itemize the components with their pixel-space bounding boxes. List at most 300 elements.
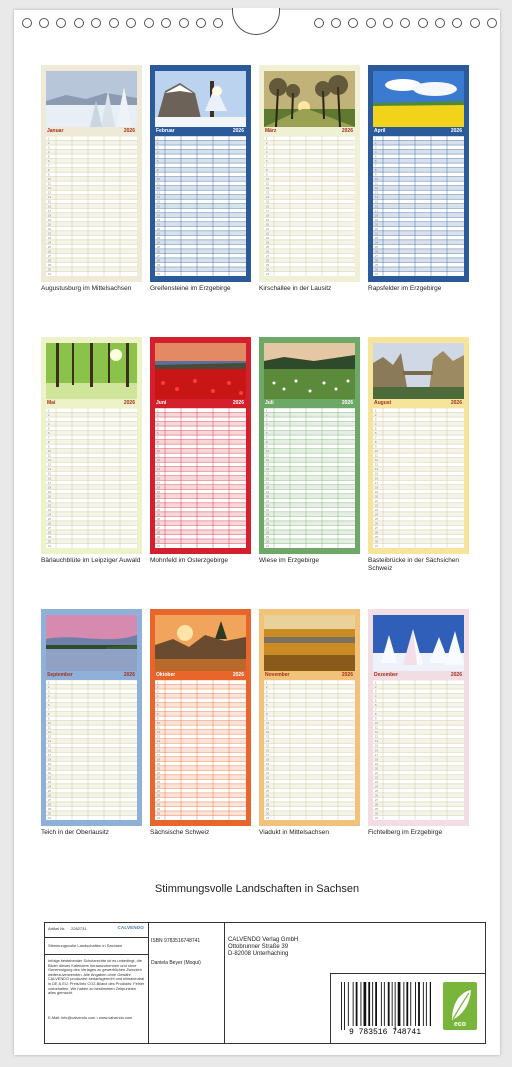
svg-text:14: 14 bbox=[48, 196, 51, 200]
svg-text:29: 29 bbox=[266, 807, 269, 811]
svg-text:16: 16 bbox=[157, 477, 160, 481]
svg-text:20: 20 bbox=[266, 495, 269, 499]
svg-text:1: 1 bbox=[48, 409, 50, 413]
svg-text:22: 22 bbox=[48, 232, 51, 236]
svg-text:24: 24 bbox=[375, 241, 378, 245]
month-header bbox=[46, 672, 137, 679]
svg-text:23: 23 bbox=[266, 780, 269, 784]
svg-text:20: 20 bbox=[157, 495, 160, 499]
svg-text:11: 11 bbox=[157, 726, 160, 730]
svg-text:31: 31 bbox=[266, 545, 269, 548]
month-caption: Wiese im Erzgebirge bbox=[259, 557, 319, 564]
svg-text:4: 4 bbox=[157, 695, 159, 699]
month-november bbox=[259, 609, 360, 826]
svg-text:13: 13 bbox=[157, 463, 160, 467]
binding-ring bbox=[161, 18, 171, 28]
svg-text:14: 14 bbox=[48, 740, 51, 744]
binding-ring bbox=[348, 18, 358, 28]
eco-badge bbox=[443, 982, 477, 1030]
month-photo bbox=[155, 71, 246, 127]
svg-text:1: 1 bbox=[157, 681, 159, 685]
svg-text:5: 5 bbox=[48, 699, 50, 703]
svg-text:3: 3 bbox=[266, 690, 268, 694]
svg-text:14: 14 bbox=[375, 196, 378, 200]
svg-text:15: 15 bbox=[266, 744, 269, 748]
svg-text:25: 25 bbox=[48, 789, 51, 793]
svg-text:25: 25 bbox=[266, 517, 269, 521]
binding-ring bbox=[39, 18, 49, 28]
month-name: August bbox=[374, 400, 392, 406]
svg-text:3: 3 bbox=[157, 418, 159, 422]
svg-text:21: 21 bbox=[48, 499, 51, 503]
svg-text:20: 20 bbox=[157, 223, 160, 227]
svg-text:4: 4 bbox=[266, 695, 268, 699]
svg-text:30: 30 bbox=[266, 540, 269, 544]
svg-text:18: 18 bbox=[375, 486, 378, 490]
svg-text:30: 30 bbox=[266, 268, 269, 272]
svg-text:7: 7 bbox=[48, 164, 50, 168]
isbn-column bbox=[148, 923, 225, 1043]
svg-text:26: 26 bbox=[48, 794, 51, 798]
svg-text:26: 26 bbox=[266, 522, 269, 526]
svg-text:14: 14 bbox=[157, 740, 160, 744]
svg-text:31: 31 bbox=[48, 273, 51, 276]
svg-text:28: 28 bbox=[375, 531, 378, 535]
svg-text:13: 13 bbox=[48, 191, 51, 195]
svg-text:17: 17 bbox=[266, 481, 269, 485]
svg-text:2: 2 bbox=[48, 414, 50, 418]
month-photo bbox=[264, 343, 355, 399]
month-caption: Augustusburg im Mittelsachsen bbox=[41, 285, 132, 292]
svg-text:9: 9 bbox=[48, 445, 50, 449]
svg-text:7: 7 bbox=[266, 436, 268, 440]
svg-text:3: 3 bbox=[266, 146, 268, 150]
svg-text:25: 25 bbox=[157, 517, 160, 521]
svg-text:16: 16 bbox=[266, 477, 269, 481]
svg-text:28: 28 bbox=[157, 803, 160, 807]
svg-text:24: 24 bbox=[157, 241, 160, 245]
svg-text:10: 10 bbox=[266, 178, 269, 182]
svg-text:20: 20 bbox=[266, 767, 269, 771]
svg-text:9: 9 bbox=[157, 445, 159, 449]
svg-text:10: 10 bbox=[48, 178, 51, 182]
svg-text:15: 15 bbox=[266, 200, 269, 204]
svg-text:15: 15 bbox=[375, 472, 378, 476]
svg-text:11: 11 bbox=[266, 454, 269, 458]
svg-text:12: 12 bbox=[48, 187, 51, 191]
svg-text:26: 26 bbox=[157, 522, 160, 526]
svg-text:3: 3 bbox=[48, 690, 50, 694]
svg-text:19: 19 bbox=[157, 218, 160, 222]
svg-text:23: 23 bbox=[157, 236, 160, 240]
svg-text:10: 10 bbox=[266, 450, 269, 454]
svg-text:4: 4 bbox=[157, 151, 159, 155]
product-title: Stimmungsvolle Landschaften in Sachsen bbox=[48, 943, 123, 948]
svg-text:11: 11 bbox=[48, 454, 51, 458]
publisher-name: CALVENDO Verlag GmbH bbox=[228, 937, 299, 943]
planner-grid bbox=[264, 680, 355, 820]
binding-ring bbox=[144, 18, 154, 28]
month-märz bbox=[259, 65, 360, 282]
svg-text:3: 3 bbox=[375, 146, 377, 150]
svg-text:5: 5 bbox=[266, 155, 268, 159]
month-mai bbox=[41, 337, 142, 554]
month-caption: Sächsische Schweiz bbox=[150, 829, 210, 836]
svg-text:25: 25 bbox=[48, 245, 51, 249]
svg-text:19: 19 bbox=[375, 218, 378, 222]
binding-ring bbox=[56, 18, 66, 28]
svg-text:6: 6 bbox=[157, 160, 159, 164]
svg-text:4: 4 bbox=[48, 151, 50, 155]
planner-grid bbox=[46, 136, 137, 276]
svg-text:5: 5 bbox=[157, 699, 159, 703]
svg-text:21: 21 bbox=[266, 227, 269, 231]
svg-text:13: 13 bbox=[157, 735, 160, 739]
svg-text:18: 18 bbox=[266, 486, 269, 490]
svg-text:15: 15 bbox=[157, 472, 160, 476]
svg-text:18: 18 bbox=[157, 486, 160, 490]
svg-text:10: 10 bbox=[157, 450, 160, 454]
month-photo bbox=[155, 615, 246, 671]
svg-text:16: 16 bbox=[375, 749, 378, 753]
svg-text:18: 18 bbox=[266, 758, 269, 762]
svg-text:9: 9 bbox=[157, 173, 159, 177]
svg-text:27: 27 bbox=[48, 254, 51, 258]
svg-text:18: 18 bbox=[157, 214, 160, 218]
svg-text:15: 15 bbox=[157, 744, 160, 748]
svg-text:24: 24 bbox=[48, 785, 51, 789]
hanger-hook bbox=[232, 8, 280, 35]
svg-text:31: 31 bbox=[266, 273, 269, 276]
svg-text:10: 10 bbox=[157, 178, 160, 182]
svg-text:30: 30 bbox=[157, 540, 160, 544]
month-dezember bbox=[368, 609, 469, 826]
svg-text:23: 23 bbox=[375, 780, 378, 784]
month-name: Oktober bbox=[156, 672, 176, 678]
svg-text:26: 26 bbox=[375, 522, 378, 526]
svg-text:16: 16 bbox=[266, 749, 269, 753]
svg-text:5: 5 bbox=[48, 427, 50, 431]
binding-ring bbox=[314, 18, 324, 28]
svg-text:19: 19 bbox=[48, 218, 51, 222]
svg-text:22: 22 bbox=[375, 232, 378, 236]
svg-text:12: 12 bbox=[266, 731, 269, 735]
svg-text:13: 13 bbox=[375, 191, 378, 195]
svg-text:17: 17 bbox=[48, 481, 51, 485]
contact-text: E-Mail: info@calvendo.com • www.calvendo.com bbox=[48, 1015, 133, 1020]
svg-text:28: 28 bbox=[48, 803, 51, 807]
svg-text:15: 15 bbox=[375, 200, 378, 204]
svg-text:7: 7 bbox=[48, 708, 50, 712]
svg-text:12: 12 bbox=[48, 731, 51, 735]
svg-text:5: 5 bbox=[157, 155, 159, 159]
svg-text:9: 9 bbox=[157, 717, 159, 721]
svg-text:27: 27 bbox=[375, 254, 378, 258]
svg-text:30: 30 bbox=[48, 812, 51, 816]
svg-text:30: 30 bbox=[375, 268, 378, 272]
svg-text:26: 26 bbox=[157, 250, 160, 254]
svg-text:24: 24 bbox=[266, 513, 269, 517]
month-name: April bbox=[374, 128, 386, 134]
svg-text:27: 27 bbox=[266, 526, 269, 530]
product-info-column bbox=[45, 923, 149, 1043]
svg-text:12: 12 bbox=[375, 187, 378, 191]
svg-text:19: 19 bbox=[375, 490, 378, 494]
calendar-title: Stimmungsvolle Landschaften in Sachsen bbox=[154, 883, 360, 895]
svg-text:6: 6 bbox=[266, 704, 268, 708]
svg-text:27: 27 bbox=[375, 798, 378, 802]
svg-text:23: 23 bbox=[157, 780, 160, 784]
calendar-page bbox=[14, 10, 500, 1055]
svg-text:11: 11 bbox=[375, 726, 378, 730]
svg-text:16: 16 bbox=[375, 477, 378, 481]
disclaimer-text: Infolge bestehender Schutzrechte ist es unbedingt, die Bilder dieses Kalenders herauszutrennen und ohne Genehmigung des Verlages zu gewerblichen Zwecken weiterzuverwenden. Alle Angaben ohne Gewähr. CALVENDO produziert bedarfsgerecht und klimaneutral in DE & EU. Preis/Info CO2-Bilanz des Produkts: Fehler vorbehalten. Wir haben zu bestimmten Zeitpunkten alles gemacht. bbox=[48, 958, 145, 996]
svg-text:19: 19 bbox=[157, 490, 160, 494]
svg-text:7: 7 bbox=[157, 164, 159, 168]
svg-text:15: 15 bbox=[157, 200, 160, 204]
svg-text:10: 10 bbox=[375, 178, 378, 182]
svg-text:7: 7 bbox=[157, 436, 159, 440]
publisher-column bbox=[224, 923, 330, 1043]
svg-text:31: 31 bbox=[375, 545, 378, 548]
month-caption: Fichtelberg im Erzgebirge bbox=[368, 829, 443, 836]
svg-text:26: 26 bbox=[48, 522, 51, 526]
svg-text:25: 25 bbox=[157, 789, 160, 793]
month-header bbox=[373, 128, 464, 135]
svg-text:29: 29 bbox=[48, 263, 51, 267]
binding-ring bbox=[487, 18, 497, 28]
binding-ring bbox=[213, 18, 223, 28]
svg-text:27: 27 bbox=[266, 254, 269, 258]
svg-text:28: 28 bbox=[157, 259, 160, 263]
svg-text:25: 25 bbox=[48, 517, 51, 521]
month-photo bbox=[264, 615, 355, 671]
svg-text:1: 1 bbox=[266, 409, 268, 413]
svg-text:17: 17 bbox=[157, 753, 160, 757]
svg-text:27: 27 bbox=[157, 526, 160, 530]
svg-text:7: 7 bbox=[48, 436, 50, 440]
svg-text:21: 21 bbox=[266, 771, 269, 775]
svg-text:5: 5 bbox=[266, 427, 268, 431]
svg-text:11: 11 bbox=[375, 182, 378, 186]
svg-text:4: 4 bbox=[48, 695, 50, 699]
binding-ring bbox=[22, 18, 32, 28]
svg-text:24: 24 bbox=[375, 513, 378, 517]
barcode-number: 9 783516 748741 bbox=[348, 1028, 421, 1037]
svg-text:1: 1 bbox=[157, 137, 159, 141]
svg-text:10: 10 bbox=[48, 722, 51, 726]
svg-text:24: 24 bbox=[375, 785, 378, 789]
svg-text:6: 6 bbox=[157, 432, 159, 436]
month-header bbox=[155, 128, 246, 135]
svg-text:7: 7 bbox=[375, 164, 377, 168]
svg-text:14: 14 bbox=[157, 468, 160, 472]
svg-text:16: 16 bbox=[48, 749, 51, 753]
svg-text:4: 4 bbox=[266, 151, 268, 155]
svg-text:5: 5 bbox=[266, 699, 268, 703]
svg-text:26: 26 bbox=[375, 250, 378, 254]
svg-text:28: 28 bbox=[375, 803, 378, 807]
month-caption: Bärlauchblüte im Leipziger Auwald bbox=[41, 557, 141, 564]
svg-text:25: 25 bbox=[375, 789, 378, 793]
svg-text:12: 12 bbox=[157, 187, 160, 191]
svg-text:21: 21 bbox=[375, 499, 378, 503]
barcode bbox=[339, 982, 431, 1030]
svg-text:5: 5 bbox=[157, 427, 159, 431]
svg-text:28: 28 bbox=[266, 803, 269, 807]
svg-text:8: 8 bbox=[375, 713, 377, 717]
svg-text:18: 18 bbox=[48, 486, 51, 490]
svg-text:23: 23 bbox=[375, 236, 378, 240]
svg-text:6: 6 bbox=[266, 160, 268, 164]
svg-text:1: 1 bbox=[266, 137, 268, 141]
binding-ring bbox=[91, 18, 101, 28]
month-header bbox=[46, 128, 137, 135]
month-year: 2026 bbox=[123, 400, 135, 406]
svg-text:20: 20 bbox=[266, 223, 269, 227]
month-name: September bbox=[47, 672, 73, 678]
svg-text:13: 13 bbox=[266, 463, 269, 467]
svg-text:18: 18 bbox=[375, 214, 378, 218]
svg-text:12: 12 bbox=[266, 187, 269, 191]
svg-text:21: 21 bbox=[157, 771, 160, 775]
svg-text:25: 25 bbox=[266, 245, 269, 249]
svg-text:8: 8 bbox=[266, 713, 268, 717]
planner-grid bbox=[373, 136, 464, 276]
svg-text:8: 8 bbox=[48, 169, 50, 173]
svg-text:20: 20 bbox=[375, 223, 378, 227]
svg-text:21: 21 bbox=[266, 499, 269, 503]
svg-text:27: 27 bbox=[48, 526, 51, 530]
svg-text:7: 7 bbox=[157, 708, 159, 712]
svg-text:30: 30 bbox=[157, 268, 160, 272]
month-year: 2026 bbox=[123, 128, 135, 134]
month-caption: Rapsfelder im Erzgebirge bbox=[368, 285, 442, 292]
month-februar bbox=[150, 65, 251, 282]
svg-text:31: 31 bbox=[266, 817, 269, 820]
svg-text:16: 16 bbox=[48, 205, 51, 209]
svg-text:26: 26 bbox=[375, 794, 378, 798]
svg-text:29: 29 bbox=[48, 807, 51, 811]
month-year: 2026 bbox=[232, 400, 244, 406]
svg-text:23: 23 bbox=[266, 236, 269, 240]
svg-text:22: 22 bbox=[266, 776, 269, 780]
month-oktober bbox=[150, 609, 251, 826]
svg-text:2: 2 bbox=[375, 142, 377, 146]
svg-text:1: 1 bbox=[266, 681, 268, 685]
svg-text:14: 14 bbox=[266, 196, 269, 200]
month-caption: Kirschallee in der Lausitz bbox=[259, 285, 332, 292]
svg-text:9: 9 bbox=[266, 173, 268, 177]
svg-text:12: 12 bbox=[157, 731, 160, 735]
barcode-area bbox=[330, 973, 486, 1044]
svg-text:16: 16 bbox=[157, 205, 160, 209]
month-year: 2026 bbox=[341, 672, 353, 678]
svg-text:27: 27 bbox=[157, 798, 160, 802]
svg-text:30: 30 bbox=[375, 812, 378, 816]
planner-grid bbox=[155, 408, 246, 548]
svg-text:1: 1 bbox=[375, 409, 377, 413]
svg-text:8: 8 bbox=[48, 713, 50, 717]
month-name: Februar bbox=[156, 128, 175, 134]
svg-text:14: 14 bbox=[266, 468, 269, 472]
binding-ring bbox=[435, 18, 445, 28]
binding-ring bbox=[74, 18, 84, 28]
svg-text:12: 12 bbox=[375, 731, 378, 735]
month-header bbox=[264, 400, 355, 407]
month-name: Dezember bbox=[374, 672, 398, 678]
binding-ring bbox=[366, 18, 376, 28]
svg-text:2: 2 bbox=[375, 686, 377, 690]
month-header bbox=[155, 400, 246, 407]
svg-text:27: 27 bbox=[375, 526, 378, 530]
month-photo bbox=[373, 615, 464, 671]
svg-text:9: 9 bbox=[266, 445, 268, 449]
svg-text:11: 11 bbox=[48, 726, 51, 730]
svg-text:7: 7 bbox=[375, 436, 377, 440]
svg-text:12: 12 bbox=[48, 459, 51, 463]
svg-text:6: 6 bbox=[48, 432, 50, 436]
svg-text:20: 20 bbox=[48, 495, 51, 499]
planner-grid bbox=[373, 408, 464, 548]
binding-ring bbox=[470, 18, 480, 28]
svg-text:17: 17 bbox=[266, 209, 269, 213]
svg-text:24: 24 bbox=[157, 785, 160, 789]
svg-text:11: 11 bbox=[375, 454, 378, 458]
svg-text:28: 28 bbox=[266, 259, 269, 263]
svg-text:26: 26 bbox=[266, 794, 269, 798]
month-year: 2026 bbox=[341, 128, 353, 134]
month-photo bbox=[46, 71, 137, 127]
svg-text:9: 9 bbox=[375, 445, 377, 449]
binding-ring bbox=[179, 18, 189, 28]
publisher-city: D-82008 Unterhaching bbox=[228, 951, 289, 957]
svg-text:2: 2 bbox=[266, 142, 268, 146]
svg-text:6: 6 bbox=[157, 704, 159, 708]
svg-text:16: 16 bbox=[48, 477, 51, 481]
svg-text:14: 14 bbox=[157, 196, 160, 200]
planner-grid bbox=[46, 408, 137, 548]
planner-grid bbox=[46, 680, 137, 820]
eco-label: eco bbox=[453, 1021, 467, 1028]
month-name: Juni bbox=[156, 400, 167, 406]
svg-text:24: 24 bbox=[48, 241, 51, 245]
svg-text:23: 23 bbox=[266, 508, 269, 512]
svg-text:24: 24 bbox=[48, 513, 51, 517]
svg-text:19: 19 bbox=[157, 762, 160, 766]
svg-text:7: 7 bbox=[266, 708, 268, 712]
svg-text:3: 3 bbox=[48, 146, 50, 150]
svg-text:14: 14 bbox=[48, 468, 51, 472]
svg-text:29: 29 bbox=[157, 807, 160, 811]
svg-text:13: 13 bbox=[375, 735, 378, 739]
svg-text:31: 31 bbox=[375, 273, 378, 276]
svg-text:30: 30 bbox=[266, 812, 269, 816]
planner-grid bbox=[264, 408, 355, 548]
svg-text:3: 3 bbox=[375, 690, 377, 694]
month-august bbox=[368, 337, 469, 554]
svg-text:17: 17 bbox=[48, 753, 51, 757]
binding-ring bbox=[452, 18, 462, 28]
svg-text:5: 5 bbox=[375, 699, 377, 703]
svg-text:20: 20 bbox=[157, 767, 160, 771]
svg-text:1: 1 bbox=[157, 409, 159, 413]
svg-text:10: 10 bbox=[266, 722, 269, 726]
article-number: 2262731 bbox=[71, 926, 87, 931]
svg-text:10: 10 bbox=[375, 722, 378, 726]
binding-ring bbox=[331, 18, 341, 28]
svg-text:30: 30 bbox=[48, 540, 51, 544]
